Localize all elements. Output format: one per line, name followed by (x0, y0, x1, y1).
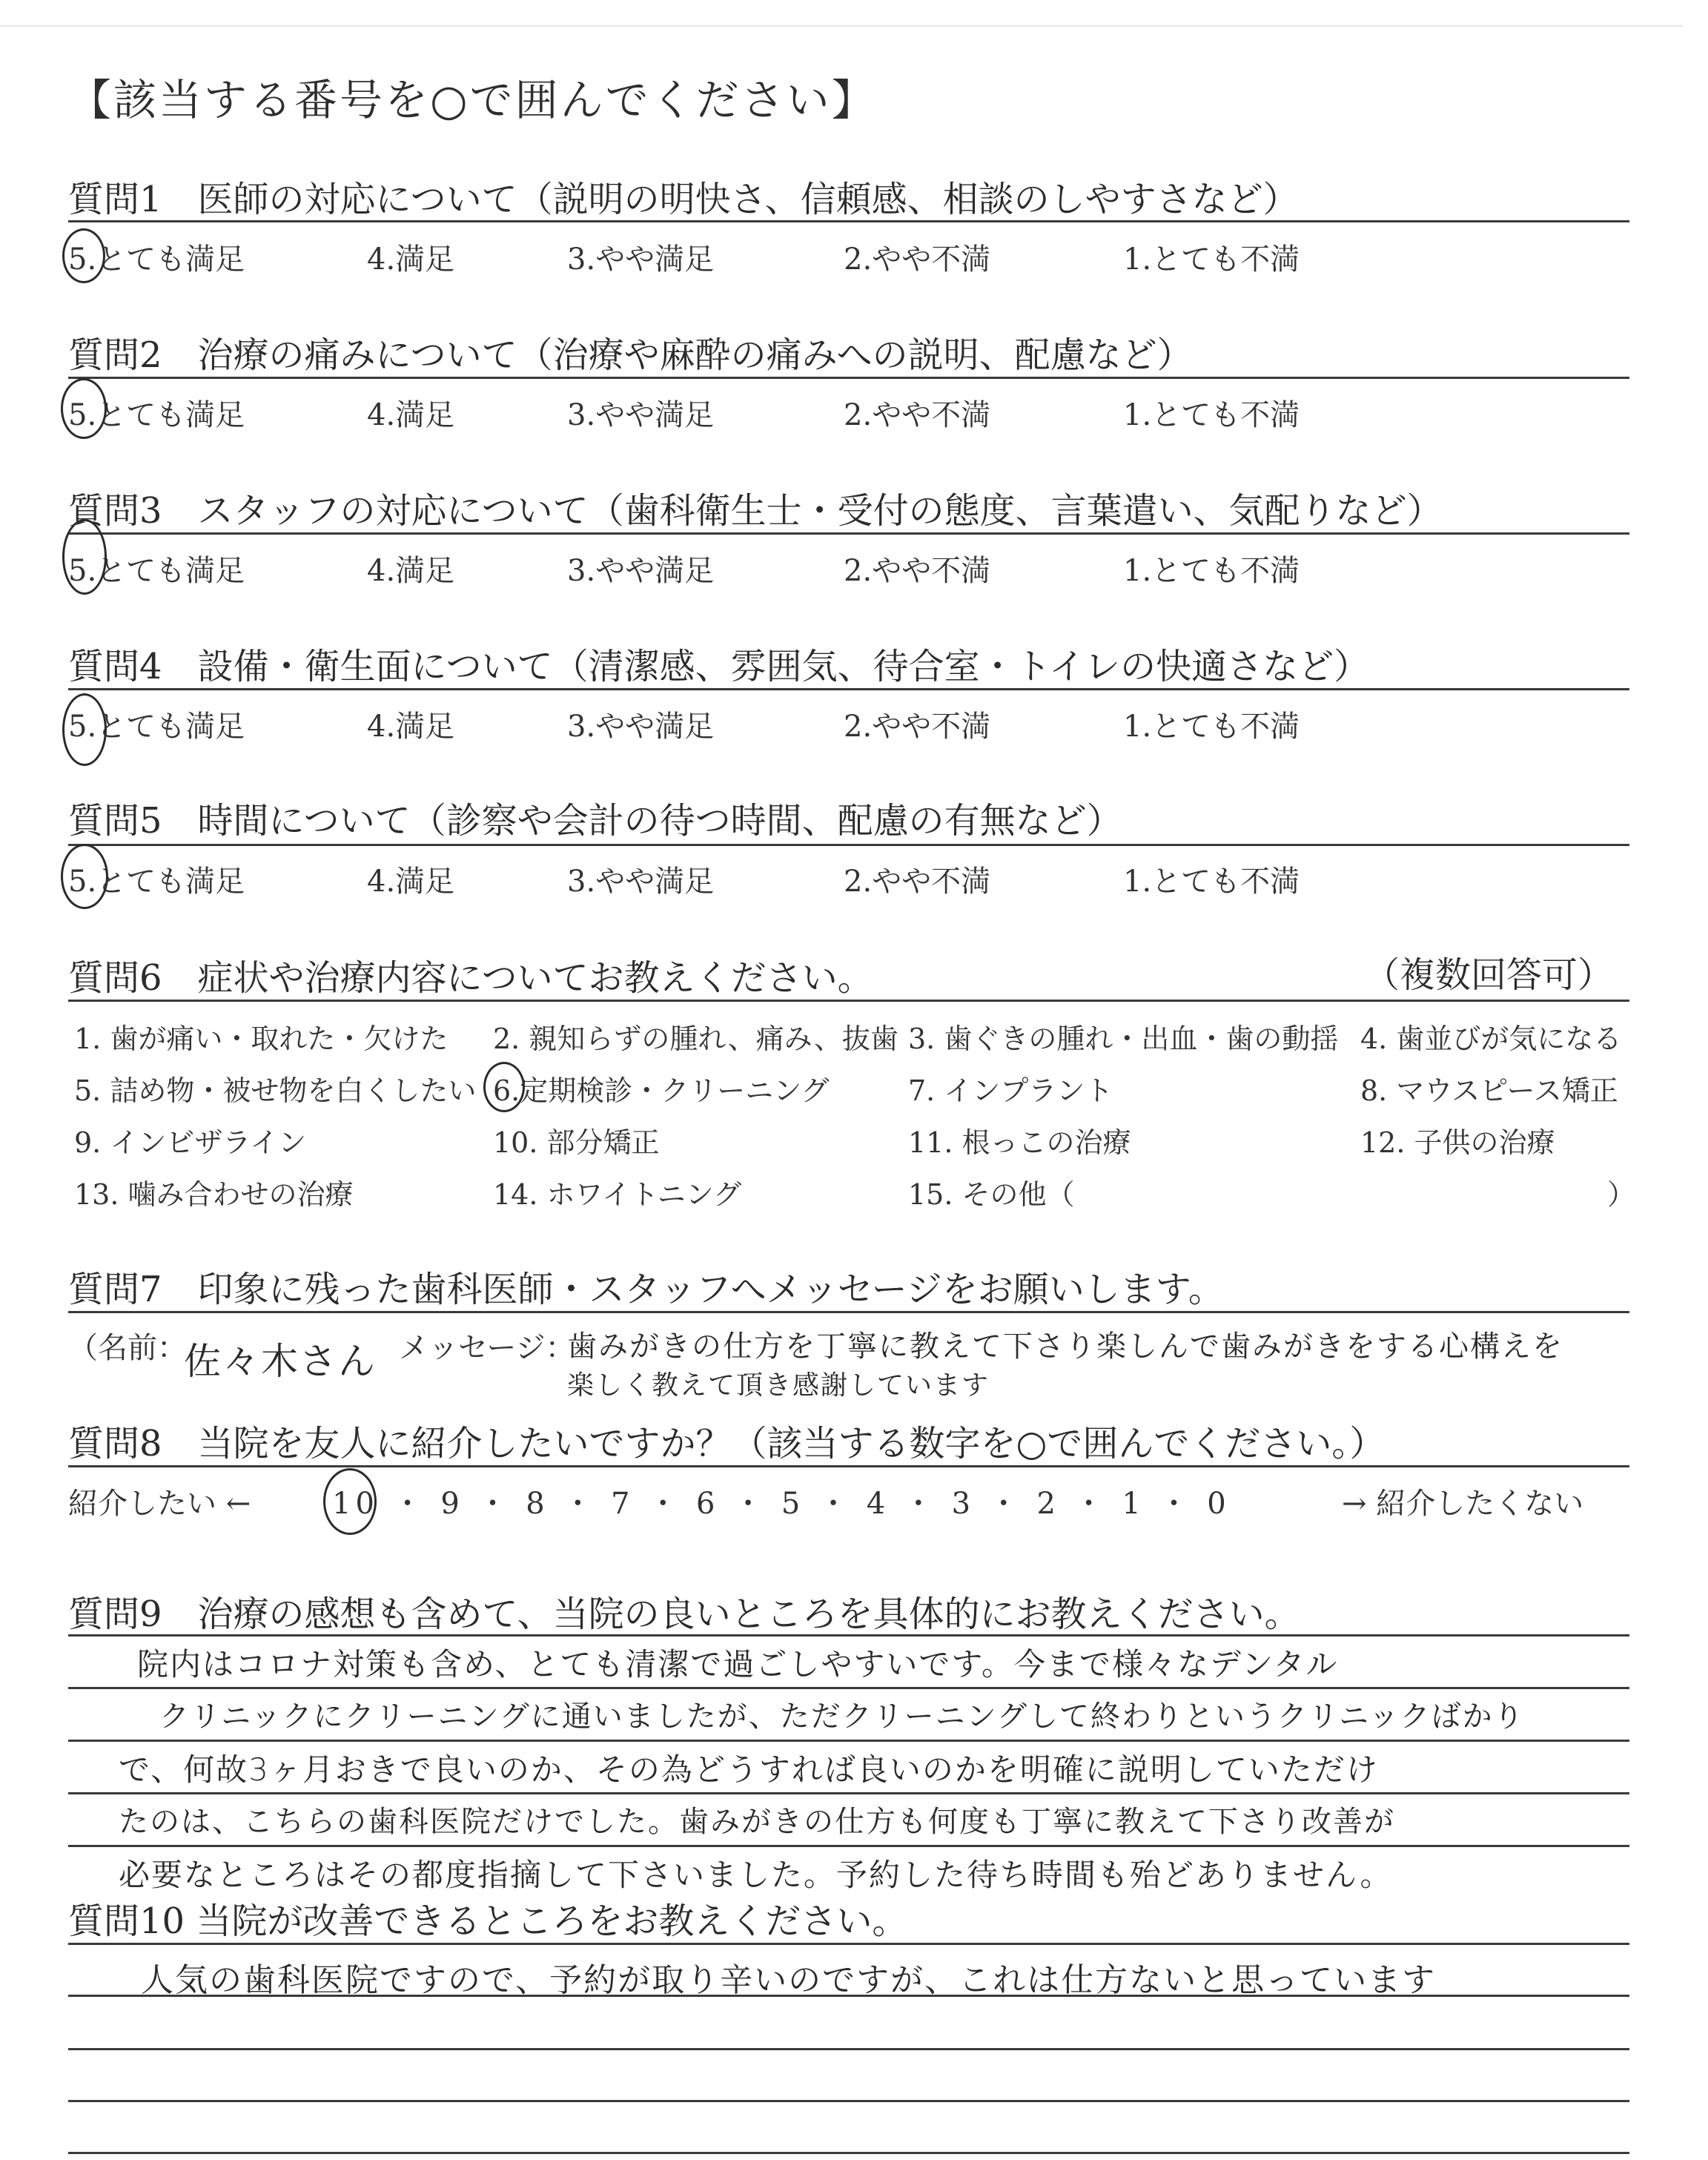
question-4-rule (68, 688, 1629, 690)
q2-selection-circle (61, 378, 107, 439)
q6-option-3[interactable]: 3. 歯ぐきの腫れ・出血・歯の動揺 (908, 1023, 1339, 1055)
question-2-rule (68, 377, 1629, 379)
q2-option-4[interactable]: 4.満足 (367, 398, 455, 432)
q9-answer-line-2[interactable]: クリニックにクリーニングに通いましたが、ただクリーニングして終わりというクリニックばかり (159, 1700, 1525, 1734)
q6-option-7[interactable]: 7. インプラント (908, 1074, 1113, 1107)
q8-scale[interactable]: 10 ・ 9 ・ 8 ・ 7 ・ 6 ・ 5 ・ 4 ・ 3 ・ 2 ・ 1 ・ 0 (332, 1487, 1231, 1521)
q9-answer-line-5[interactable]: 必要なところはその都度指摘して下さいました。予約した待ち時間も殆どありません。 (119, 1857, 1393, 1893)
q6-option-2[interactable]: 2. 親知らずの腫れ、痛み、抜歯 (493, 1023, 898, 1055)
q9-answer-line-3[interactable]: で、何故3ヶ月おきで良いのか、その為どうすれば良いのかを明確に説明していただけ (119, 1751, 1379, 1788)
question-10-rule-1 (68, 1943, 1629, 1945)
question-9-rule-3 (68, 1740, 1629, 1742)
q2-option-3[interactable]: 3.やや満足 (567, 398, 715, 432)
question-3-rule (68, 532, 1629, 535)
question-10-rule-5 (68, 2152, 1629, 2154)
question-2-title: 質問2 治療の痛みについて（治療や麻酔の痛みへの説明、配慮など） (68, 334, 1193, 376)
question-9-title: 質問9 治療の感想も含めて、当院の良いところを具体的にお教えください。 (68, 1593, 1300, 1635)
q3-option-4[interactable]: 4.満足 (367, 554, 455, 588)
question-7-title: 質問7 印象に残った歯科医師・スタッフへメッセージをお願いします。 (68, 1269, 1224, 1310)
question-6-rule (68, 1000, 1629, 1002)
question-9-rule-2 (68, 1687, 1629, 1689)
question-6-note: （複数回答可） (1364, 954, 1614, 996)
q4-option-3[interactable]: 3.やや満足 (567, 710, 715, 744)
q4-option-1[interactable]: 1.とても不満 (1123, 710, 1300, 744)
q4-option-4[interactable]: 4.満足 (367, 710, 455, 744)
question-10-rule-3 (68, 2048, 1629, 2050)
q10-answer-line-1[interactable]: 人気の歯科医院ですので、予約が取り辛いのですが、これは仕方ないと思っています (141, 1961, 1437, 1999)
q3-option-5[interactable]: 5.とても満足 (68, 554, 245, 588)
q6-option-5[interactable]: 5. 詰め物・被せ物を白くしたい (74, 1074, 477, 1107)
page-title: 【該当する番号を○で囲んでください】 (68, 75, 877, 125)
q5-option-2[interactable]: 2.やや不満 (844, 865, 991, 899)
q1-option-2[interactable]: 2.やや不満 (844, 242, 991, 277)
q6-option-10[interactable]: 10. 部分矯正 (493, 1126, 660, 1159)
q2-option-2[interactable]: 2.やや不満 (844, 398, 991, 432)
q5-option-4[interactable]: 4.満足 (367, 865, 455, 899)
q1-selection-circle (62, 228, 105, 283)
q4-option-5[interactable]: 5.とても満足 (68, 710, 245, 744)
q6-option-4[interactable]: 4. 歯並びが気になる (1360, 1023, 1622, 1055)
q7-message-line-1[interactable]: 歯みがきの仕方を丁寧に教えて下さり楽しんで歯みがきをする心構えを (567, 1330, 1563, 1364)
q1-option-3[interactable]: 3.やや満足 (567, 242, 715, 277)
q8-left-label: 紹介したい ← (68, 1487, 251, 1521)
q3-selection-circle (62, 519, 107, 595)
q6-option-15[interactable]: 15. その他（ (908, 1178, 1075, 1211)
question-9-rule-1 (68, 1634, 1629, 1636)
q2-option-5[interactable]: 5.とても満足 (68, 398, 245, 432)
question-1-title: 質問1 医師の対応について（説明の明快さ、信頼感、相談のしやすさなど） (68, 179, 1299, 220)
q6-option-9[interactable]: 9. インビザライン (74, 1126, 307, 1159)
question-10-rule-4 (68, 2100, 1629, 2102)
question-8-rule (68, 1465, 1629, 1467)
q9-answer-line-4[interactable]: たのは、こちらの歯科医院だけでした。歯みがきの仕方も何度も丁寧に教えて下さり改善が (119, 1805, 1395, 1839)
question-1-rule (68, 220, 1629, 222)
q6-option-13[interactable]: 13. 噛み合わせの治療 (74, 1178, 354, 1211)
q9-answer-line-1[interactable]: 院内はコロナ対策も含め、とても清潔で過ごしやすいです。今まで様々なデンタル (137, 1646, 1339, 1682)
q2-option-1[interactable]: 1.とても不満 (1123, 398, 1300, 432)
q1-option-4[interactable]: 4.満足 (367, 242, 455, 277)
q7-name-label: （名前： (68, 1331, 187, 1365)
q8-selection-circle (323, 1468, 377, 1535)
q7-message-label: メッセージ： (399, 1331, 575, 1365)
q5-option-5[interactable]: 5.とても満足 (68, 865, 245, 899)
q6-option-11[interactable]: 11. 根っこの治療 (908, 1126, 1131, 1159)
question-8-title: 質問8 当院を友人に紹介したいですか？（該当する数字を○で囲んでください。） (68, 1423, 1386, 1464)
q5-option-3[interactable]: 3.やや満足 (567, 865, 715, 899)
q4-option-2[interactable]: 2.やや不満 (844, 710, 991, 744)
q8-right-label: → 紹介したくない (1342, 1487, 1584, 1521)
question-3-title: 質問3 スタッフの対応について（歯科衛生士・受付の態度、言葉遣い、気配りなど） (68, 490, 1443, 532)
q6-option-12[interactable]: 12. 子供の治療 (1360, 1126, 1555, 1159)
question-10-title: 質問10 当院が改善できるところをお教えください。 (68, 1900, 908, 1942)
q6-option-15-close: ） (1607, 1178, 1636, 1211)
q6-option-6[interactable]: 6.定期検診・クリーニング (493, 1074, 830, 1107)
q4-selection-circle (62, 693, 107, 766)
q6-option-8[interactable]: 8. マウスピース矯正 (1360, 1074, 1618, 1107)
question-9-rule-5 (68, 1845, 1629, 1847)
q5-selection-circle (61, 844, 108, 909)
top-border (0, 25, 1683, 27)
q3-option-2[interactable]: 2.やや不満 (844, 554, 991, 588)
question-6-title: 質問6 症状や治療内容についてお教えください。 (68, 957, 873, 999)
q3-option-3[interactable]: 3.やや満足 (567, 554, 715, 588)
q7-message-line-2[interactable]: 楽しく教えて頂き感謝しています (567, 1370, 990, 1401)
q1-option-1[interactable]: 1.とても不満 (1123, 242, 1300, 277)
q6-option-1[interactable]: 1. 歯が痛い・取れた・欠けた (74, 1023, 448, 1055)
q7-name-value[interactable]: 佐々木さん (184, 1340, 377, 1383)
q1-option-5[interactable]: 5.とても満足 (68, 242, 245, 277)
question-5-title: 質問5 時間について（診察や会計の待つ時間、配慮の有無など） (68, 800, 1122, 842)
question-4-title: 質問4 設備・衛生面について（清潔感、雰囲気、待合室・トイレの快適さなど） (68, 646, 1370, 687)
q6-selection-circle (483, 1062, 525, 1112)
question-9-rule-4 (68, 1792, 1629, 1794)
question-7-rule (68, 1311, 1629, 1313)
question-5-rule (68, 844, 1629, 846)
q6-option-14[interactable]: 14. ホワイトニング (493, 1178, 742, 1211)
q3-option-1[interactable]: 1.とても不満 (1123, 554, 1300, 588)
q5-option-1[interactable]: 1.とても不満 (1123, 865, 1300, 899)
